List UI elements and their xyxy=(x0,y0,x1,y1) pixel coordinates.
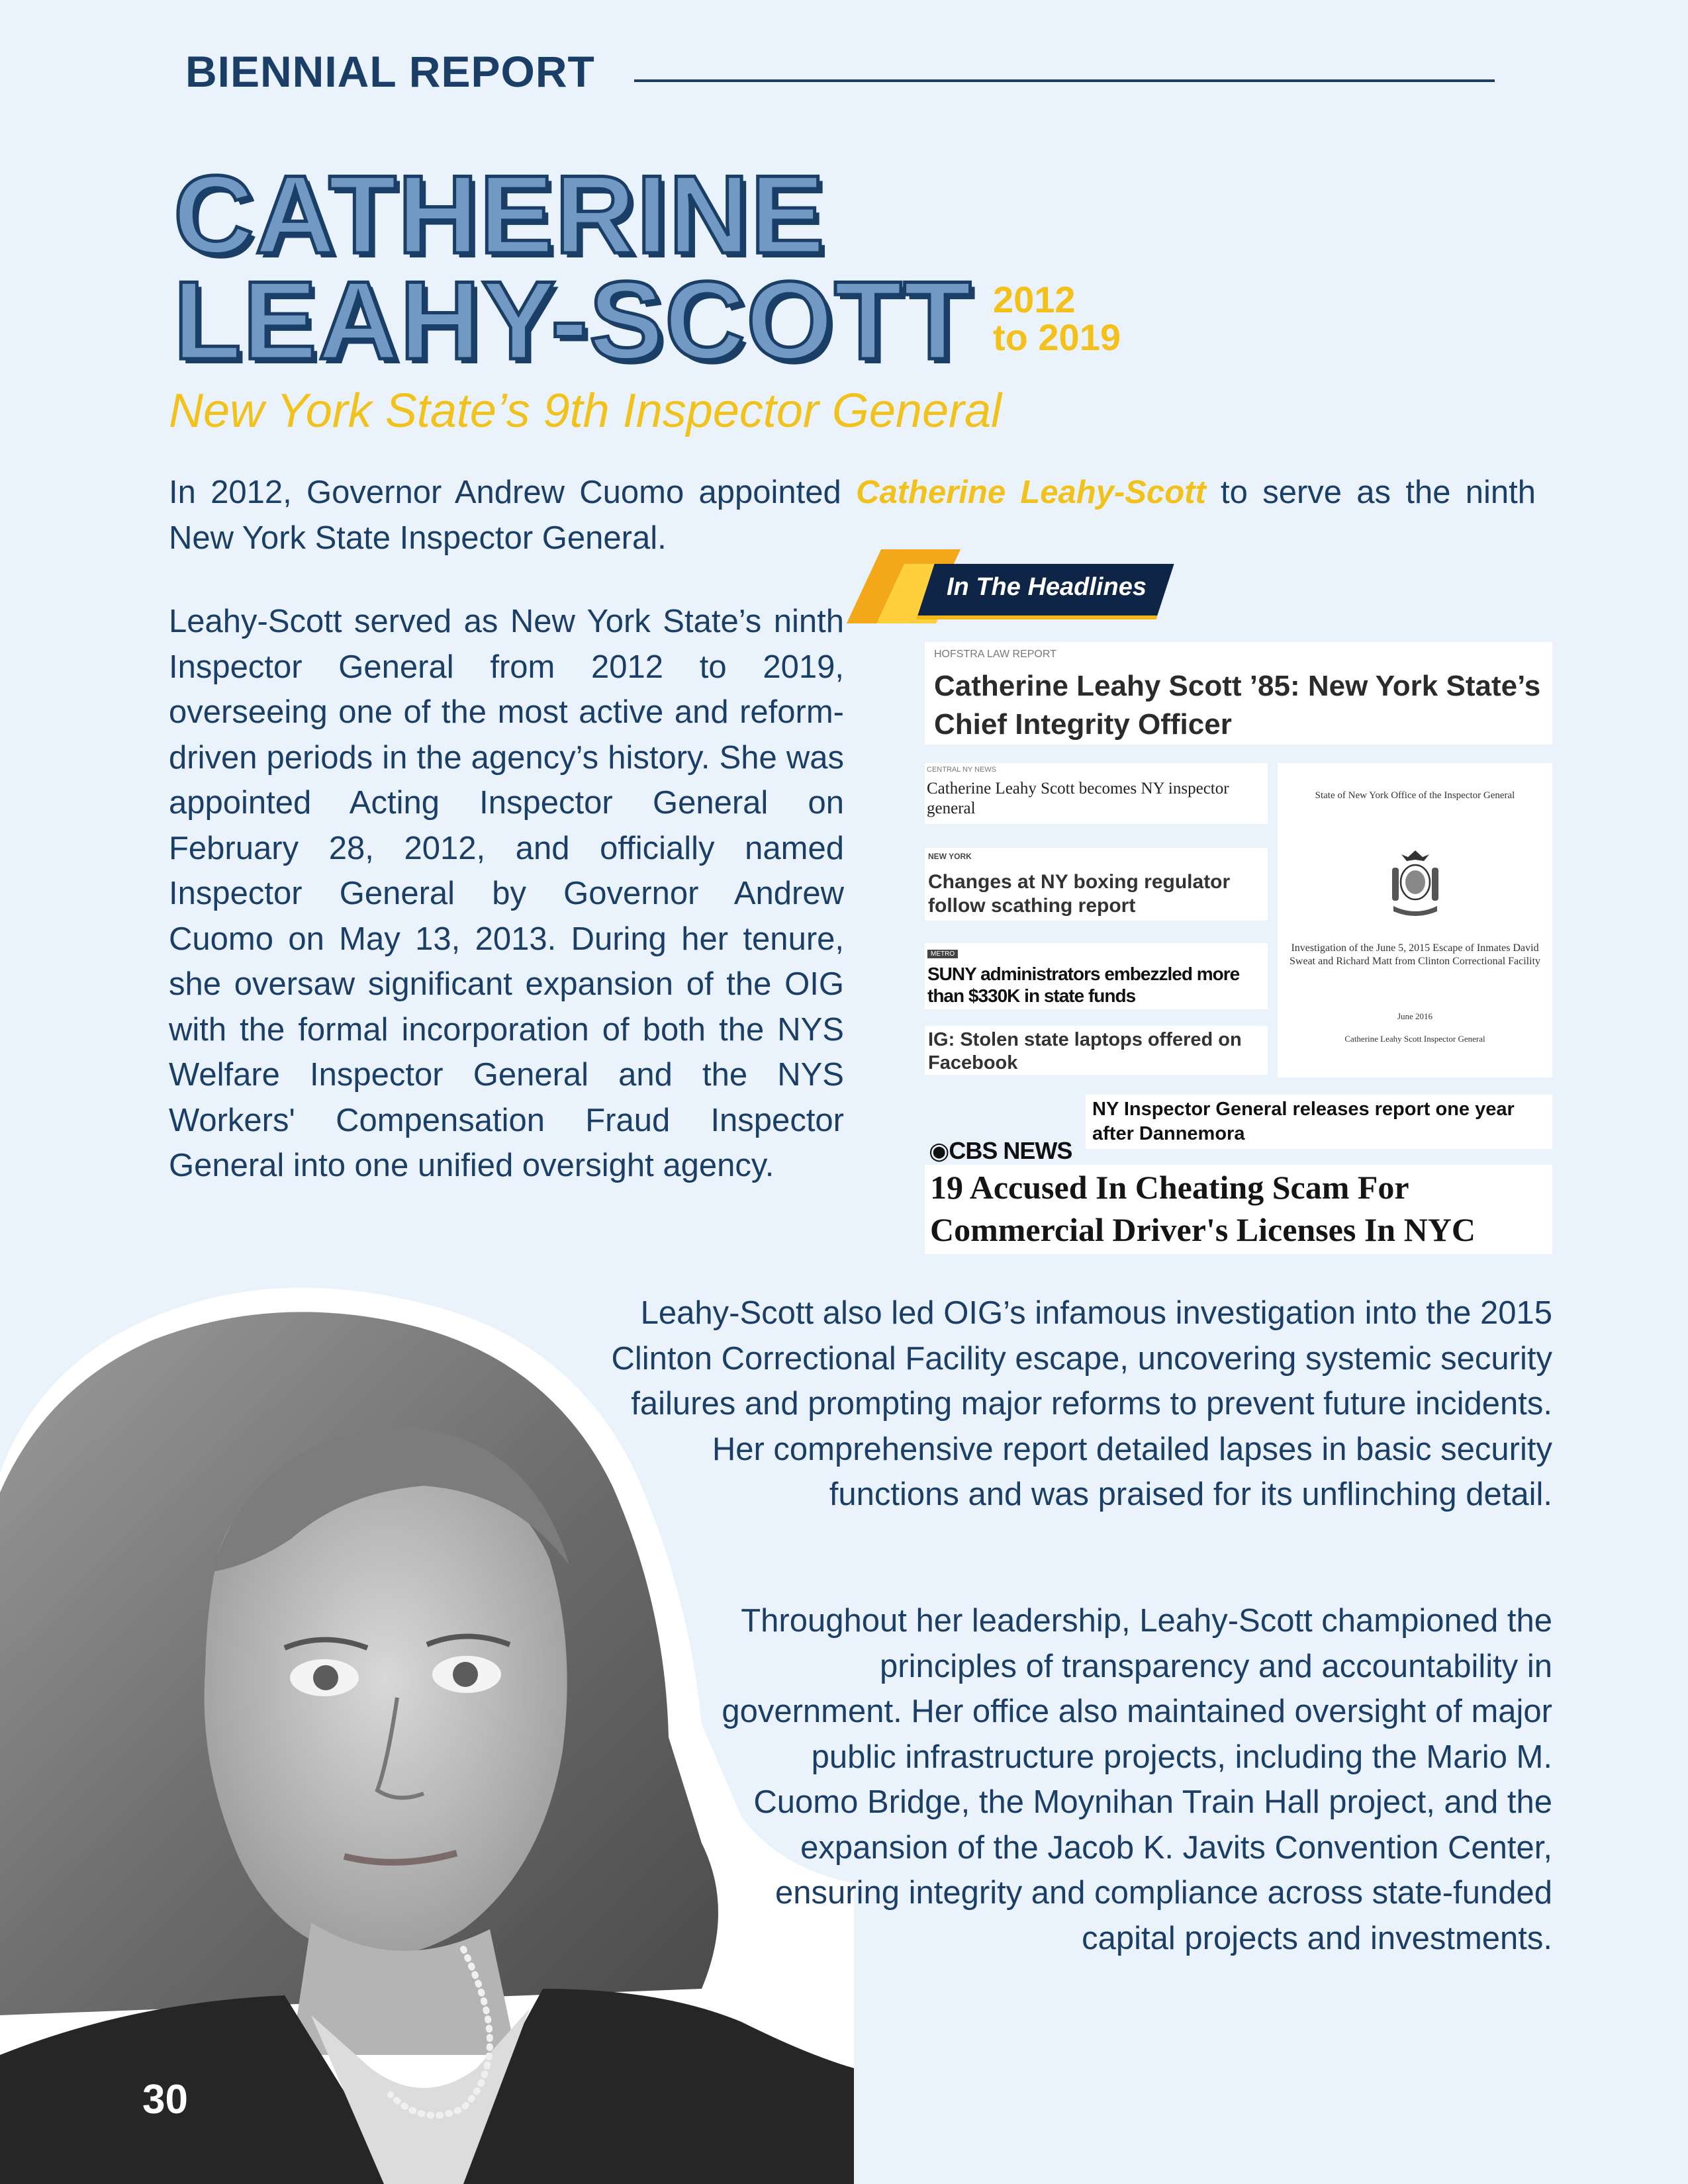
headline-laptops xyxy=(925,1026,1268,1075)
subtitle: New York State’s 9th Inspector General xyxy=(169,385,1002,437)
headline-boxing xyxy=(925,848,1268,921)
name-line-2: LEAHY-SCOTT xyxy=(173,258,973,383)
intro-after: to serve as the ninth New York State Inspector General. xyxy=(169,475,1536,556)
bio-paragraph: Leahy-Scott served as New York State’s ninth Inspector General from 2012 to 2019, overseeing one of the most active and reform-driven periods in the agency’s history. She was appointed Acting Inspector General on February 28, 2012, and officially named Inspector General by Governor Andrew Cuomo on May 13, 2013. During her tenure, she oversaw significant expansion of the OIG with the formal incorporation of both the NYS Welfare Inspector General and the NYS Workers' Compensation Fraud Inspector General into one unified oversight agency. xyxy=(169,604,844,1183)
headline-cny xyxy=(925,763,1268,824)
headline-title: 19 Accused In Cheating Scam For Commercial Driver's Licenses In NYC xyxy=(930,1169,1476,1248)
metro-badge: METRO xyxy=(927,950,958,958)
headline-title: Catherine Leahy Scott ’85: New York State’s Chief Integrity Officer xyxy=(934,670,1541,741)
state-seal-icon xyxy=(1388,848,1442,919)
report-header: State of New York Office of the Inspector General xyxy=(1315,790,1515,801)
leadership-paragraph: Throughout her leadership, Leahy-Scott championed the principles of transparency and accountability in government. Her office also maintained oversight of major public infrastructure projects, including the Mario M. Cuomo Bridge, the Moynihan Train Hall project, and the expansion of the Jacob K. Javits Convention Center, ensuring integrity and compliance across state-funded capital projects and investments. xyxy=(722,1603,1552,1956)
report-author: Catherine Leahy Scott Inspector General xyxy=(1344,1034,1485,1044)
report-date: June 2016 xyxy=(1397,1011,1433,1021)
cbs-news-logo: ◉CBS NEWS xyxy=(929,1137,1072,1164)
headline-hofstra xyxy=(925,642,1552,745)
headline-source: NEW YORK xyxy=(928,852,972,861)
report-title: Investigation of the June 5, 2015 Escape of Inmates David Sweat and Richard Matt from Clinton Correctional Facility xyxy=(1289,942,1541,967)
name-line-1: CATHERINE xyxy=(173,152,826,277)
headline-suny xyxy=(925,943,1268,1009)
headline-title: SUNY administrators embezzled more than $330K in state funds xyxy=(927,964,1240,1006)
headline-title: IG: Stolen state laptops offered on Facebook xyxy=(928,1029,1242,1073)
headline-title: Changes at NY boxing regulator follow scathing report xyxy=(928,871,1231,917)
investigation-paragraph: Leahy-Scott also led OIG’s infamous investigation into the 2015 Clinton Correctional Facility escape, uncovering systemic security failures and prompting major reforms to prevent future incidents. Her comprehensive report detailed lapses in basic security functions and was praised for its unflinching detail. xyxy=(611,1295,1552,1512)
headline-cbs xyxy=(925,1165,1552,1254)
report-cover xyxy=(1278,763,1552,1077)
intro-paragraph xyxy=(169,470,1536,561)
headlines-tag-label: In The Headlines xyxy=(947,573,1147,601)
header-divider xyxy=(634,79,1495,82)
years-end: to 2019 xyxy=(993,316,1121,358)
report-label: BIENNIAL REPORT xyxy=(185,47,595,96)
headline-title: NY Inspector General releases report one year after Dannemora xyxy=(1092,1099,1515,1144)
intro-highlight-name: Catherine Leahy-Scott xyxy=(856,475,1206,510)
headline-source: HOFSTRA LAW REPORT xyxy=(934,649,1056,660)
page-number: 30 xyxy=(142,2077,188,2122)
headline-dannemora xyxy=(1086,1095,1552,1149)
years-start: 2012 xyxy=(993,279,1076,320)
headline-title: Catherine Leahy Scott becomes NY inspector general xyxy=(927,780,1229,817)
headline-source: CENTRAL NY NEWS xyxy=(927,766,997,774)
intro-before: In 2012, Governor Andrew Cuomo appointed xyxy=(169,475,857,510)
